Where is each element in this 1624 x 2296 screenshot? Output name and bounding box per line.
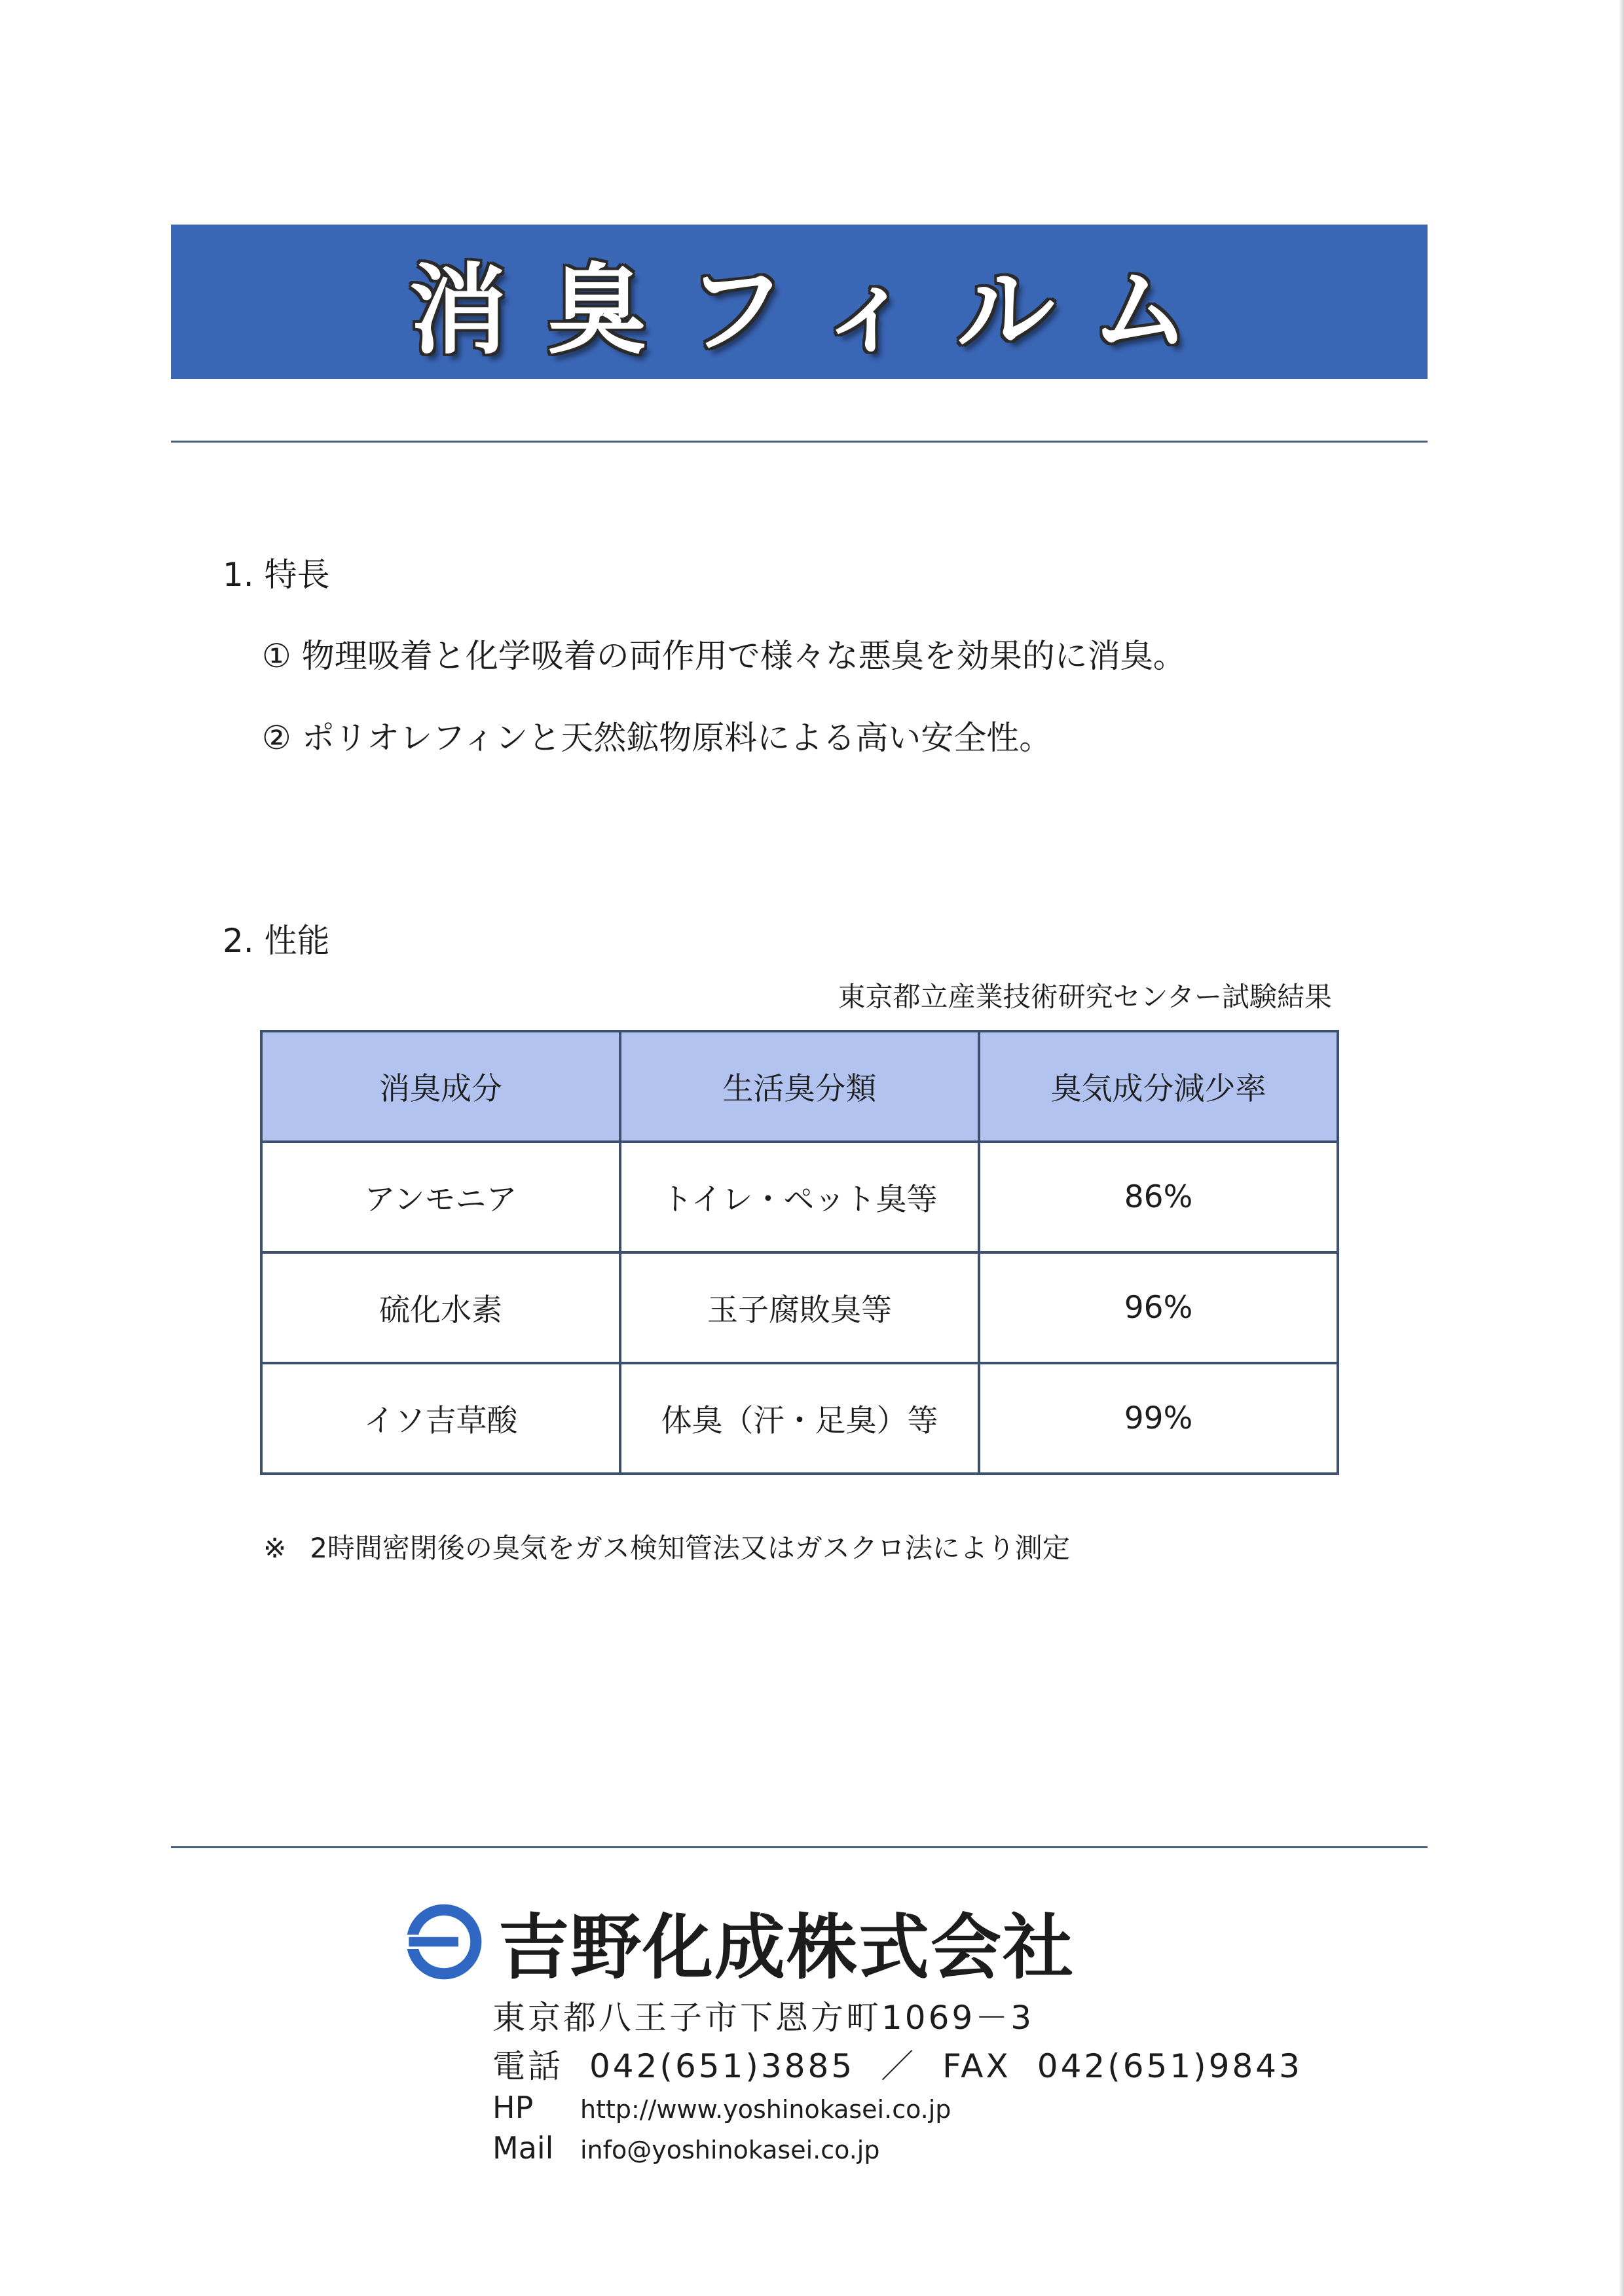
table-cell: 96% [979, 1252, 1338, 1363]
table-cell: 99% [979, 1363, 1338, 1474]
table-row [261, 1252, 1338, 1363]
scan-edge [1619, 0, 1624, 2296]
homepage-url[interactable]: http://www.yoshinokasei.co.jp [580, 2095, 951, 2124]
column-header: 生活臭分類 [620, 1031, 979, 1142]
fax-label: FAX [942, 2047, 1011, 2085]
performance-heading: 2. 性能 [223, 922, 330, 960]
table-row [261, 1142, 1338, 1252]
mail-line [492, 2130, 879, 2166]
page-title: 消臭フィルム [409, 254, 1230, 368]
features-heading: 1. 特長 [223, 556, 330, 594]
top-divider [171, 441, 1428, 443]
company-address: 東京都八王子市下恩方町1069－3 [492, 1999, 1035, 2037]
table-cell: 玉子腐敗臭等 [620, 1252, 979, 1363]
table-cell: 体臭（汗・足臭）等 [620, 1363, 979, 1474]
table-cell: イソ吉草酸 [261, 1363, 620, 1474]
table-header-row [261, 1031, 1338, 1142]
column-header: 臭気成分減少率 [979, 1031, 1338, 1142]
company-logo-icon [404, 1902, 484, 1982]
company-name: 吉野化成株式会社 [498, 1907, 1075, 1989]
mail-label: Mail [492, 2130, 554, 2166]
bottom-divider [171, 1846, 1428, 1848]
phone-label: 電話 [492, 2047, 563, 2085]
hp-label: HP [492, 2090, 534, 2125]
phone-number: 042(651)3885 [589, 2047, 855, 2085]
fax-number: 042(651)9843 [1037, 2047, 1302, 2085]
company-block [404, 1891, 1075, 1992]
feature-item: ② ポリオレフィンと天然鉱物原料による高い安全性。 [262, 719, 1052, 757]
table-cell: 硫化水素 [261, 1252, 620, 1363]
contact-phone-line [492, 2040, 1302, 2087]
note-text: 2時間密閉後の臭気をガス検知管法又はガスクロ法により測定 [310, 1532, 1070, 1564]
table-row [261, 1363, 1338, 1474]
test-source-note: 東京都立産業技術研究センター試験結果 [838, 981, 1332, 1013]
feature-item: ① 物理吸着と化学吸着の両作用で様々な悪臭を効果的に消臭。 [262, 637, 1186, 675]
homepage-line [492, 2090, 951, 2125]
column-header: 消臭成分 [261, 1031, 620, 1142]
email-address[interactable]: info@yoshinokasei.co.jp [580, 2136, 880, 2164]
separator: ／ [881, 2047, 917, 2085]
table-cell: 86% [979, 1142, 1338, 1252]
title-banner [171, 225, 1428, 379]
table-cell: トイレ・ペット臭等 [620, 1142, 979, 1252]
table-cell: アンモニア [261, 1142, 620, 1252]
note-mark: ※ [263, 1532, 287, 1564]
performance-table [260, 1030, 1339, 1475]
measurement-footnote [263, 1527, 1070, 1566]
